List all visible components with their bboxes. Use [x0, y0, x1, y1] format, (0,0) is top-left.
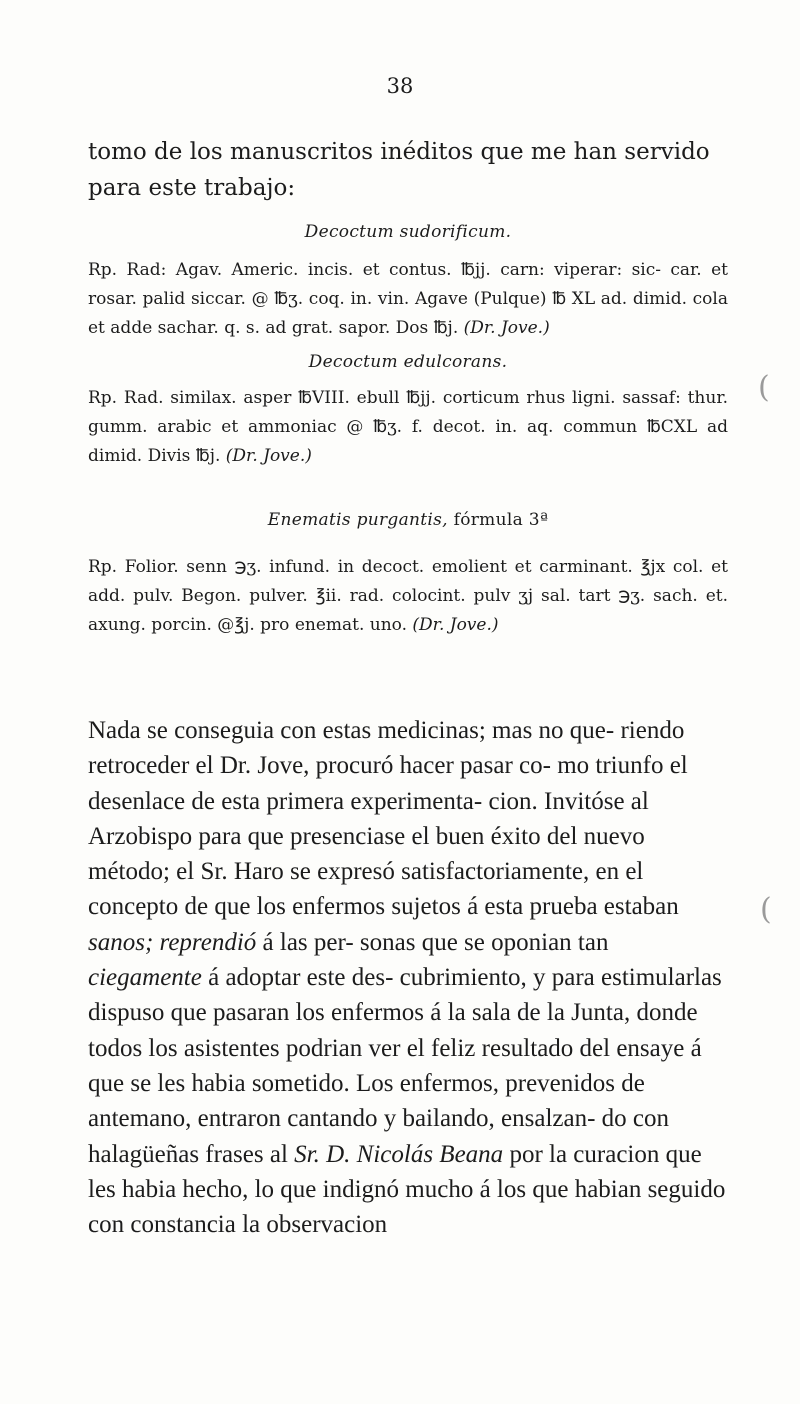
margin-mark: ( [758, 370, 770, 405]
recipe-signature: (Dr. Jove.) [225, 446, 312, 466]
recipe-body: Rp. Folior. senn ℈ʒ. infund. in decoct. emolient et carminant. ℥jx col. et add. pulv. Begon. pulver. ℥ii. rad. colocint. pulv ʒj sal. tart ℈ʒ. sach. et. axung. porcin. @℥j. pro enemat. uno. [88, 557, 728, 635]
recipe-title-formula: fórmula 3ª [453, 510, 549, 530]
recipe-title-enematis [88, 510, 728, 530]
main-paragraph [88, 713, 728, 1242]
page-number: 38 [386, 74, 414, 98]
recipe-title-sudorificum: Decoctum sudorificum. [304, 222, 512, 242]
recipe-text-edulcorans [88, 384, 728, 471]
intro-text: tomo de los manuscritos inéditos que me han servido para este trabajo: [88, 139, 710, 201]
recipe-title-edulcorans: Decoctum edulcorans. [308, 352, 508, 372]
paragraph-italic: ciegamente [88, 964, 202, 992]
paragraph-text: á adoptar este des- cubrimiento, y para estimularlas dispuso que pasaran los enfermos á la sala de la Junta, donde todos los asistentes podrian ver el feliz resultado del ensaye á que se les habia sometido. Los enfermos, prevenidos de antemano, entraron cantando y bailando, ensalzan- do con halagüeñas frases al [88, 964, 722, 1168]
recipe-text-sudorificum [88, 256, 728, 343]
recipe-signature: (Dr. Jove.) [412, 615, 499, 635]
recipe-body: Rp. Rad: Agav. Americ. incis. et contus. ℔jj. carn: viperar: sic- car. et rosar. palid siccar. @ ℔ʒ. coq. in. vin. Agave (Pulque) ℔ XL ad. dimid. cola et adde sachar. q. s. ad grat. sapor. Dos ℔j. [88, 260, 728, 338]
paragraph-text: á las per- sonas que se oponian tan [256, 928, 609, 956]
margin-mark: ( [760, 892, 772, 927]
recipe-title-italic: Enematis purgantis, [267, 510, 448, 530]
recipe-body: Rp. Rad. similax. asper ℔VIII. ebull ℔jj. corticum rhus ligni. sassaf: thur. gumm. arabic et ammoniac @ ℔ʒ. f. decot. in. aq. commun ℔CXL ad dimid. Divis ℔j. [88, 388, 728, 466]
paragraph-text: por la curacion que les habia hecho, lo que indignó mucho á los que habian seguido con constancia la observacion [88, 1140, 726, 1239]
paragraph-italic: Sr. D. Nicolás Beana [294, 1140, 504, 1168]
recipe-text-enematis [88, 553, 728, 640]
recipe-signature: (Dr. Jove.) [463, 318, 550, 338]
paragraph-italic: sanos; reprendió [88, 928, 257, 956]
paragraph-text: Nada se conseguia con estas medicinas; mas no que- riendo retroceder el Dr. Jove, procuró hacer pasar co- mo triunfo el desenlace de esta primera experimenta- cion. Invitóse al Arzobispo para que presenciase el buen éxito del nuevo método; el Sr. Haro se expresó satisfactoriamente, en el concepto de que los enfermos sujetos á esta prueba estaban [88, 717, 688, 921]
